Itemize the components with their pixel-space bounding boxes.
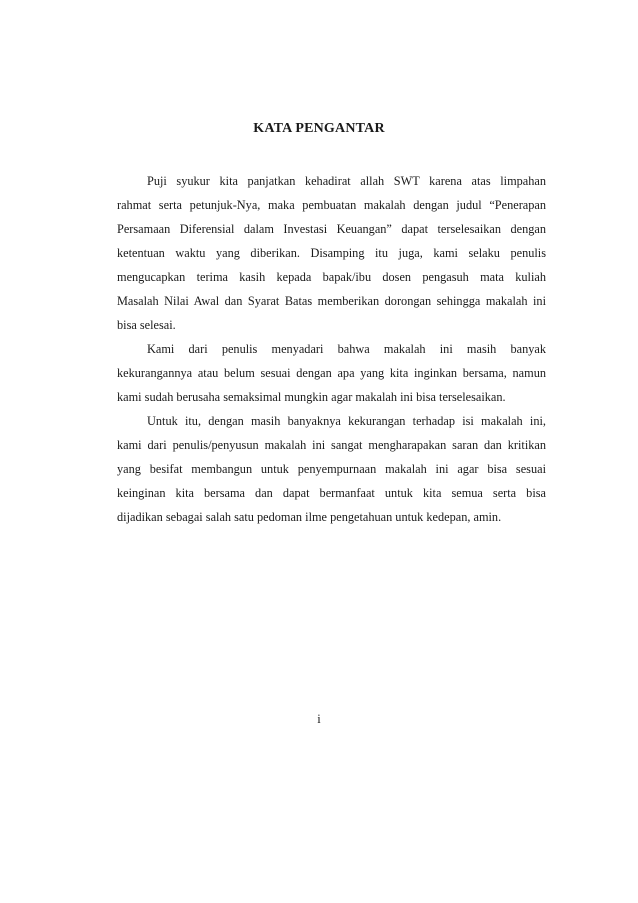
text-line: kekurangannya atau belum sesuai dengan apa yang kita inginkan bersama, namun xyxy=(117,366,546,380)
text-line: rahmat serta petunjuk-Nya, maka pembuatan makalah dengan judul “Penerapan xyxy=(117,198,546,212)
text-line: Kami dari penulis menyadari bahwa makalah ini masih banyak xyxy=(147,342,546,356)
paragraph-1 xyxy=(117,169,546,337)
text-line: mengucapkan terima kasih kepada bapak/ibu dosen pengasuh mata kuliah xyxy=(117,270,546,284)
text-line: Persamaan Diferensial dalam Investasi Keuangan” dapat terselesaikan dengan xyxy=(117,222,546,236)
text-line: keinginan kita bersama dan dapat bermanfaat untuk kita semua serta bisa xyxy=(117,486,546,500)
paragraph-2 xyxy=(117,337,546,409)
text-line: Untuk itu, dengan masih banyaknya kekurangan terhadap isi makalah ini, xyxy=(147,414,546,428)
text-line: Masalah Nilai Awal dan Syarat Batas memberikan dorongan sehingga makalah ini xyxy=(117,294,546,308)
text-line: dijadikan sebagai salah satu pedoman ilme pengetahuan untuk kedepan, amin. xyxy=(117,510,502,524)
text-line: ketentuan waktu yang diberikan. Disamping itu juga, kami selaku penulis xyxy=(117,246,546,260)
text-line: yang besifat membangun untuk penyempurnaan makalah ini agar bisa sesuai xyxy=(117,462,546,476)
text-line: Puji syukur kita panjatkan kehadirat allah SWT karena atas limpahan xyxy=(147,174,546,188)
text-line: bisa selesai. xyxy=(117,318,176,332)
text-line: kami sudah berusaha semaksimal mungkin agar makalah ini bisa terselesaikan. xyxy=(117,390,506,404)
body-text xyxy=(117,169,546,529)
page-title: KATA PENGANTAR xyxy=(253,121,385,136)
paragraph-3 xyxy=(117,409,546,529)
text-line: kami dari penulis/penyusun makalah ini sangat mengharapakan saran dan kritikan xyxy=(117,438,546,452)
page-number: i xyxy=(317,712,321,726)
